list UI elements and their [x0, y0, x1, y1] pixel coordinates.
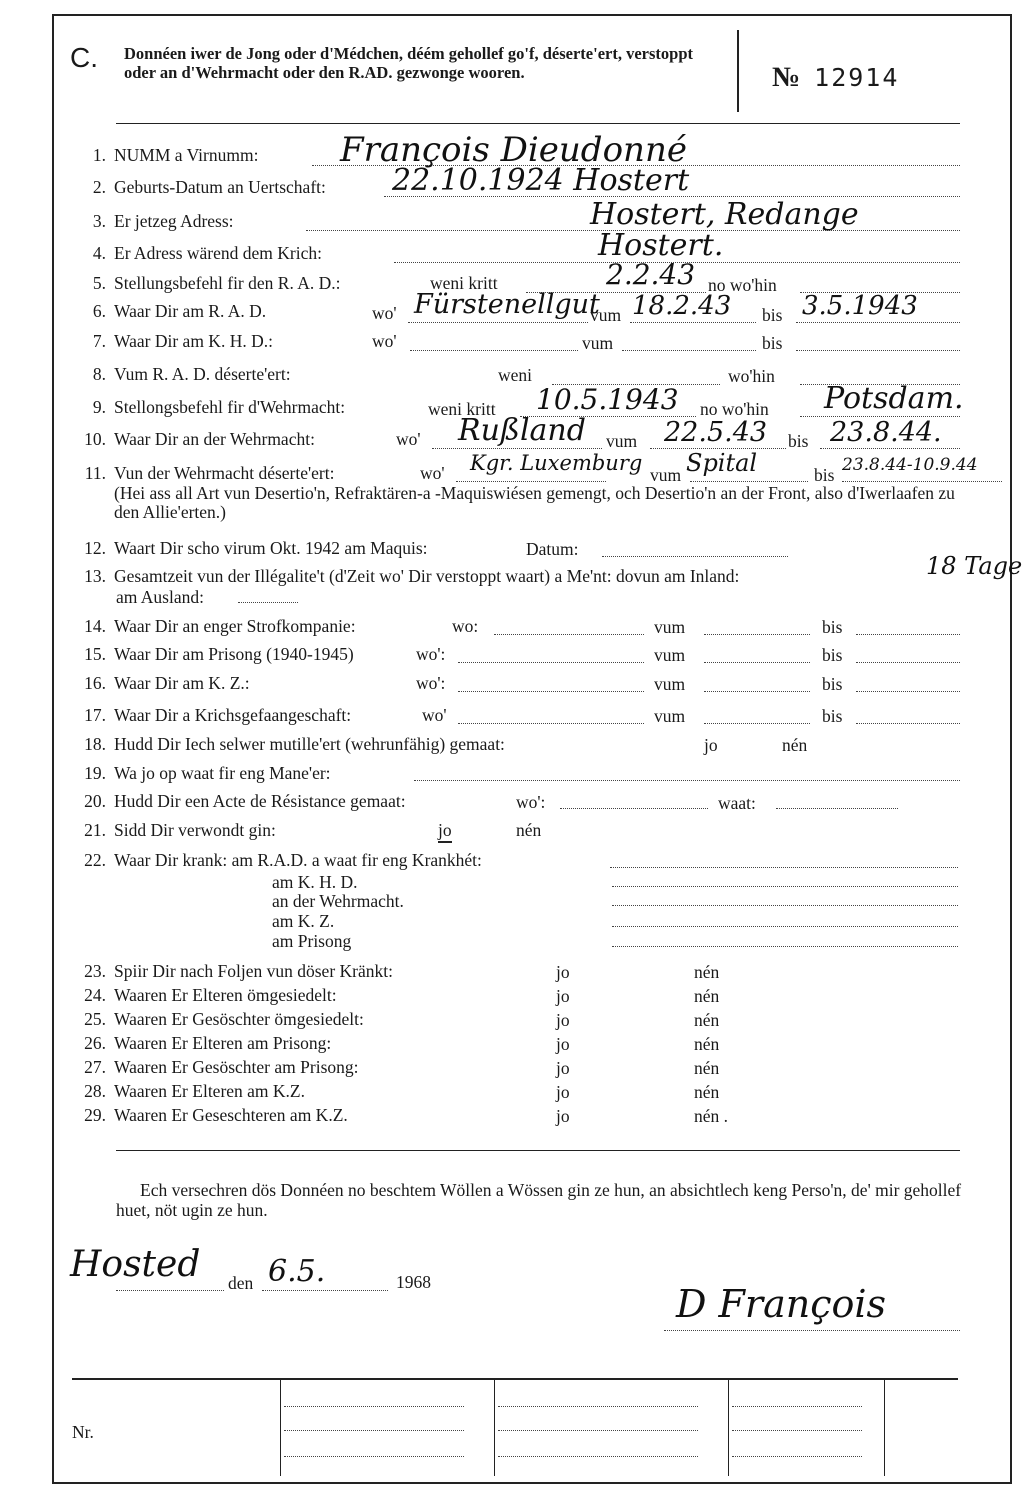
nowohin-label: no wo'hin	[708, 275, 777, 295]
wo-label: wo':	[516, 792, 546, 812]
vum-label: vum	[654, 617, 686, 637]
row-4	[70, 243, 322, 264]
row-label: Waar Dir an der Wehrmacht:	[114, 429, 315, 449]
row-28	[70, 1081, 305, 1102]
handwritten-wehrmacht-order-date: 10.5.1943	[536, 383, 679, 416]
table-divider	[494, 1380, 495, 1476]
row-label: Geburts-Datum an Uertschaft:	[114, 177, 326, 197]
wo-label: wo':	[416, 673, 446, 693]
field-line[interactable]	[410, 350, 578, 351]
jo-option[interactable]: jo	[556, 1082, 570, 1102]
handwritten-desertion-from: Spital	[686, 449, 758, 477]
row-23	[70, 961, 393, 982]
row-number: 20.	[84, 791, 106, 811]
table-divider	[280, 1380, 281, 1476]
handwritten-rad-date: 2.2.43	[606, 258, 696, 291]
field-line[interactable]	[414, 780, 960, 781]
sick-wehrmacht-label: an der Wehrmacht.	[272, 891, 404, 911]
row-number: 14.	[84, 616, 106, 636]
weni-label: weni	[498, 365, 533, 385]
field-line[interactable]	[690, 481, 808, 482]
handwritten-address: Hostert, Redange	[590, 197, 859, 232]
frame-border-right	[1010, 14, 1012, 1484]
table-field-line[interactable]	[498, 1456, 698, 1457]
table-divider	[884, 1380, 885, 1476]
row-16	[70, 673, 250, 694]
row-number: 2.	[92, 177, 106, 197]
table-field-line[interactable]	[732, 1406, 862, 1407]
row-label: Waart Dir scho virum Okt. 1942 am Maquis:	[114, 538, 428, 558]
field-line[interactable]	[602, 556, 788, 557]
row-1	[70, 145, 258, 166]
weni-label: weni kritt	[428, 399, 496, 419]
field-line[interactable]	[856, 662, 960, 663]
row-label: Hudd Dir Iech selwer mutille'ert (wehrunfähig) gemaat:	[114, 734, 505, 754]
row-label: Waar Dir am K. Z.:	[114, 673, 250, 693]
row-22	[70, 850, 482, 871]
sick-kz-label: am K. Z.	[272, 911, 335, 931]
section-rule	[116, 1150, 960, 1151]
header-divider	[737, 30, 739, 112]
weni-label: weni kritt	[430, 273, 498, 293]
row-6	[70, 301, 266, 322]
row-label: Stellongsbefehl fir d'Wehrmacht:	[114, 397, 346, 417]
row-21	[70, 820, 276, 841]
jo-option[interactable]: jo	[556, 962, 570, 982]
year-label: 1968	[396, 1272, 431, 1292]
row-number: 1.	[92, 145, 106, 165]
field-line[interactable]	[458, 691, 644, 692]
waat-label: waat:	[718, 793, 756, 813]
row-11-note: (Hei ass all Art vun Desertio'n, Refraktären-a -Maquiswiésen gemengt, och Desertio'n an der Front, also d'Iwerlaafen zu den Allie'erten.)	[114, 483, 955, 522]
row-label: Vun der Wehrmacht déserte'ert:	[114, 463, 335, 483]
form-number-value: 12914	[814, 63, 900, 92]
jo-option[interactable]: jo	[556, 1010, 570, 1030]
field-line[interactable]	[622, 350, 756, 351]
section-letter: C.	[70, 42, 98, 73]
row-label: Waaren Er Geseschteren am K.Z.	[114, 1105, 348, 1125]
row-label: Sidd Dir verwondt gin:	[114, 820, 276, 840]
wo-label: wo':	[416, 644, 446, 664]
row-number: 21.	[84, 820, 106, 840]
field-line[interactable]	[630, 322, 756, 323]
row-number: 7.	[92, 331, 106, 351]
table-field-line[interactable]	[284, 1456, 464, 1457]
row-24	[70, 985, 337, 1006]
wo-label: wo'	[396, 429, 421, 449]
jo-option[interactable]: jo	[556, 1034, 570, 1054]
row-8	[70, 364, 291, 385]
field-line[interactable]	[704, 723, 810, 724]
row-label: Wa jo op waat fir eng Mane'er:	[114, 763, 331, 783]
row-number: 11.	[84, 463, 106, 483]
declaration-text: Ech versechren dös Donnéen no beschtem Wöllen a Wössen gin ze hun, an absichtlech keng Perso'n, de' mir gehollef huet, nöt ugin ze hun.	[116, 1180, 962, 1220]
wo-label: wo'	[420, 463, 445, 483]
row-label: Waaren Er Elteren am K.Z.	[114, 1081, 305, 1101]
table-field-line[interactable]	[498, 1406, 698, 1407]
row-label: Er Adress wärend dem Krich:	[114, 243, 322, 263]
handwritten-rad-place: Fürstenellgut	[414, 289, 600, 320]
row-number: 8.	[92, 364, 106, 384]
vum-label: vum	[606, 431, 638, 451]
wo-label: wo'	[372, 303, 397, 323]
datum-label: Datum:	[526, 539, 579, 559]
row-14	[70, 616, 356, 637]
field-line[interactable]	[612, 946, 958, 947]
row-label: Waar Dir krank: am R.A.D. a waat fir eng Krankhét:	[114, 850, 482, 870]
field-line[interactable]	[408, 322, 588, 323]
handwritten-wehrmacht-to: 23.8.44.	[830, 417, 942, 448]
handwritten-rad-from: 18.2.43	[632, 291, 732, 321]
field-line[interactable]	[776, 808, 898, 809]
row-label: Spiir Dir nach Foljen vun döser Kränkt:	[114, 961, 393, 981]
frame-border-left	[52, 14, 54, 1484]
row-number: 26.	[84, 1033, 106, 1053]
nen-option[interactable]: nén	[782, 735, 808, 755]
jo-option[interactable]: jo	[556, 1058, 570, 1078]
handwritten-desertion-place: Kgr. Luxemburg	[470, 451, 643, 475]
handwritten-signature: D François	[676, 1282, 887, 1326]
vum-label: vum	[582, 333, 614, 353]
handwritten-name: François Dieudonné	[340, 130, 687, 170]
row-number: 3.	[92, 211, 106, 231]
row-number: 15.	[84, 644, 106, 664]
field-line[interactable]	[238, 602, 298, 603]
frame-border-top	[52, 14, 1012, 16]
row-number: 16.	[84, 673, 106, 693]
field-line[interactable]	[610, 867, 958, 868]
table-field-line[interactable]	[732, 1456, 862, 1457]
row-label: Waar Dir an enger Strofkompanie:	[114, 616, 356, 636]
row-25	[70, 1009, 364, 1030]
row-number: 6.	[92, 301, 106, 321]
field-line[interactable]	[856, 691, 960, 692]
row-label: Gesamtzeit vun der Illégalite't (d'Zeit wo' Dir verstoppt waart) a Me'nt: dovun am Inland:	[114, 566, 740, 586]
field-line[interactable]	[704, 691, 810, 692]
row-number: 5.	[92, 273, 106, 293]
frame-border-bottom	[52, 1482, 1012, 1484]
handwritten-rad-to: 3.5.1943	[802, 291, 918, 321]
row-13	[70, 566, 739, 587]
handwritten-birth: 22.10.1924 Hostert	[392, 163, 690, 198]
row-label: Hudd Dir een Acte de Résistance gemaat:	[114, 791, 406, 811]
row-11	[70, 463, 335, 484]
sick-khd-label: am K. H. D.	[272, 872, 358, 892]
row-3	[70, 211, 234, 232]
handwritten-inland-time: 18 Tage	[926, 552, 1023, 580]
field-line[interactable]	[704, 634, 810, 635]
row-number: 18.	[84, 734, 106, 754]
wo-label: wo'	[372, 331, 397, 351]
nr-label: Nr.	[72, 1422, 94, 1442]
field-line[interactable]	[458, 662, 644, 663]
row-label: Waar Dir am R. A. D.	[114, 301, 267, 321]
wohin-label: wo'hin	[728, 366, 775, 386]
row-label: Waar Dir am K. H. D.:	[114, 331, 273, 351]
row-15	[70, 644, 354, 665]
row-9	[70, 397, 345, 418]
jo-option[interactable]: jo	[556, 1106, 570, 1126]
bis-label: bis	[788, 431, 809, 451]
nen-option[interactable]: nén .	[694, 1106, 729, 1126]
vum-label: vum	[654, 706, 686, 726]
footer-table	[72, 1378, 958, 1476]
row-number: 13.	[84, 566, 106, 586]
field-line[interactable]	[432, 448, 602, 449]
table-field-line[interactable]	[498, 1430, 698, 1431]
row-label: Stellungsbefehl fir den R. A. D.:	[114, 273, 341, 293]
nen-option[interactable]: nén	[694, 1058, 720, 1078]
row-number: 17.	[84, 705, 106, 725]
field-line[interactable]	[796, 350, 960, 351]
row-12	[70, 538, 428, 559]
row-number: 25.	[84, 1009, 106, 1029]
row-26	[70, 1033, 331, 1054]
table-field-line[interactable]	[284, 1430, 464, 1431]
row-label: Waar Dir am Prisong (1940-1945)	[114, 644, 354, 664]
nen-option[interactable]: nén	[694, 1082, 720, 1102]
form-title: Donnéen iwer de Jong oder d'Médchen, déém gehollef go'f, déserte'ert, verstoppt oder an d'Wehrmacht oder den R.AD. gezwonge wooren.	[124, 44, 694, 82]
row-10	[70, 429, 315, 450]
handwritten-wehrmacht-place: Rußland	[458, 413, 586, 448]
row-5	[70, 273, 341, 294]
vum-label: vum	[654, 645, 686, 665]
bis-label: bis	[822, 674, 843, 694]
row-number: 4.	[92, 243, 106, 263]
header-rule	[116, 123, 960, 124]
bis-label: bis	[814, 465, 835, 485]
jo-option[interactable]: jo	[704, 735, 718, 755]
nowohin-label: no wo'hin	[700, 399, 769, 419]
handwritten-desertion-to: 23.8.44-10.9.44	[842, 455, 978, 475]
field-line[interactable]	[796, 322, 960, 323]
table-field-line[interactable]	[732, 1430, 862, 1431]
row-number: 27.	[84, 1057, 106, 1077]
row-number: 29.	[84, 1105, 106, 1125]
row-7	[70, 331, 273, 352]
nen-option[interactable]: nén	[694, 1010, 720, 1030]
nen-option[interactable]: nén	[694, 1034, 720, 1054]
row-label: Waaren Er Gesöschter ömgesiedelt:	[114, 1009, 364, 1029]
bis-label: bis	[762, 333, 783, 353]
field-line[interactable]	[856, 634, 960, 635]
row-number: 10.	[84, 429, 106, 449]
handwritten-destination: Potsdam.	[824, 381, 964, 416]
bis-label: bis	[822, 617, 843, 637]
jo-option-underlined[interactable]: jo	[438, 820, 452, 843]
row-18	[70, 734, 505, 755]
field-line[interactable]	[820, 448, 960, 449]
field-line[interactable]	[612, 886, 958, 887]
field-line[interactable]	[612, 926, 958, 927]
wo-label: wo'	[422, 705, 447, 725]
date-line[interactable]	[262, 1290, 388, 1291]
row-number: 23.	[84, 961, 106, 981]
bis-label: bis	[762, 305, 783, 325]
ausland-label: am Ausland:	[116, 587, 204, 607]
table-divider	[728, 1380, 729, 1476]
row-number: 19.	[84, 763, 106, 783]
field-line[interactable]	[560, 808, 708, 809]
bis-label: bis	[822, 706, 843, 726]
den-label: den	[228, 1273, 254, 1293]
row-number: 28.	[84, 1081, 106, 1101]
row-number: 9.	[92, 397, 106, 417]
wo-label: wo:	[452, 616, 479, 636]
row-label: NUMM a Virnumm:	[114, 145, 259, 165]
row-label: Waaren Er Elteren am Prisong:	[114, 1033, 332, 1053]
row-20	[70, 791, 406, 812]
field-line[interactable]	[856, 723, 960, 724]
place-line[interactable]	[116, 1290, 224, 1291]
row-label: Waaren Er Gesöschter am Prisong:	[114, 1057, 359, 1077]
field-line[interactable]	[704, 662, 810, 663]
vum-label: vum	[650, 465, 682, 485]
signature-line[interactable]	[664, 1330, 960, 1331]
handwritten-war-address: Hostert.	[598, 228, 724, 263]
row-label: Waaren Er Elteren ömgesiedelt:	[114, 985, 337, 1005]
row-2	[70, 177, 326, 198]
row-label: Er jetzeg Adress:	[114, 211, 234, 231]
form-number	[772, 62, 899, 94]
table-field-line[interactable]	[284, 1406, 464, 1407]
field-line[interactable]	[842, 481, 1002, 482]
field-line[interactable]	[612, 905, 958, 906]
row-number: 12.	[84, 538, 106, 558]
row-27	[70, 1057, 359, 1078]
row-label: Waar Dir a Krichsgefaangeschaft:	[114, 705, 352, 725]
row-number: 22.	[84, 850, 106, 870]
nen-option[interactable]: nén	[516, 820, 542, 840]
field-line[interactable]	[494, 634, 644, 635]
row-label: Vum R. A. D. déserte'ert:	[114, 364, 291, 384]
jo-option[interactable]: jo	[556, 986, 570, 1006]
handwritten-wehrmacht-from: 22.5.43	[664, 417, 768, 448]
number-symbol: №	[772, 62, 801, 93]
vum-label: vum	[654, 674, 686, 694]
row-19	[70, 763, 331, 784]
field-line[interactable]	[456, 481, 606, 482]
row-29	[70, 1105, 348, 1126]
vum-label: vum	[590, 305, 622, 325]
bis-label: bis	[822, 645, 843, 665]
field-line[interactable]	[458, 723, 644, 724]
sick-prisong-label: am Prisong	[272, 931, 352, 951]
row-number: 24.	[84, 985, 106, 1005]
nen-option[interactable]: nén	[694, 962, 720, 982]
handwritten-date: 6.5.	[268, 1254, 326, 1289]
row-17	[70, 705, 351, 726]
nen-option[interactable]: nén	[694, 986, 720, 1006]
handwritten-place: Hosted	[70, 1244, 201, 1285]
